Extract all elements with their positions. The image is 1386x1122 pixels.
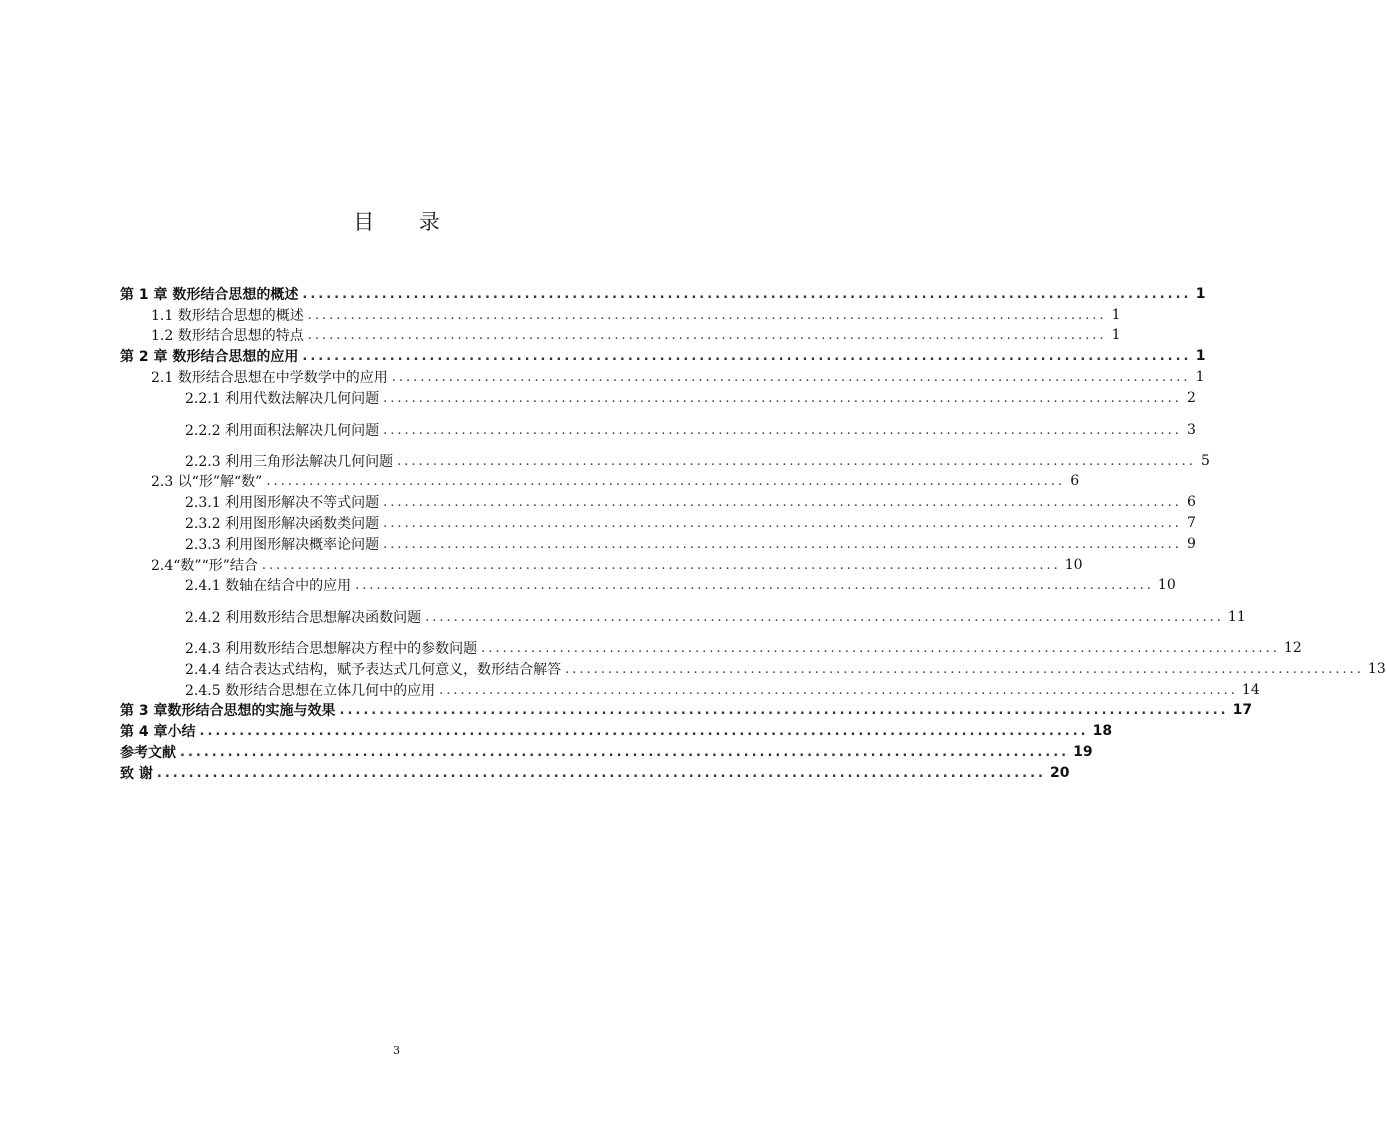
toc-entry-page: 5 xyxy=(1200,453,1210,469)
toc-entry-page: 17 xyxy=(1232,702,1253,718)
toc-entry[interactable] xyxy=(120,721,1113,741)
toc-entry[interactable] xyxy=(185,607,1246,627)
toc-entry-page: 13 xyxy=(1367,661,1386,677)
toc-leader-dots: ................................................................................................................ xyxy=(180,744,1070,760)
toc-leader-dots: ................................................................................................................ xyxy=(156,765,1046,781)
toc-entry[interactable] xyxy=(120,763,1070,783)
toc-leader-dots: ................................................................................................................ xyxy=(307,327,1107,343)
toc-entry-label: 2.4.4 结合表达式结构，赋予表达式几何意义，数形结合解答 xyxy=(185,662,562,678)
page-title: 目 录 xyxy=(353,210,459,234)
toc-entry-label: 第 3 章数形结合思想的实施与效果 xyxy=(120,703,336,719)
toc-entry[interactable] xyxy=(185,659,1386,679)
toc-entry[interactable] xyxy=(185,388,1196,408)
toc-entry[interactable] xyxy=(185,575,1176,595)
toc-entry-page: 9 xyxy=(1186,536,1196,552)
toc-entry-page: 6 xyxy=(1186,494,1196,510)
toc-leader-dots: ................................................................................................................ xyxy=(339,702,1229,718)
toc-entry-label: 2.1 数形结合思想在中学数学中的应用 xyxy=(151,370,388,386)
toc-entry-label: 2.3.3 利用图形解决概率论问题 xyxy=(185,537,380,553)
toc-entry-label: 2.4.3 利用数形结合思想解决方程中的参数问题 xyxy=(185,641,478,657)
toc-entry[interactable] xyxy=(120,284,1206,304)
toc-entry-label: 2.2.3 利用三角形法解决几何问题 xyxy=(185,454,394,470)
toc-entry-page: 1 xyxy=(1195,369,1205,385)
toc-leader-dots: ................................................................................................................ xyxy=(261,557,1061,573)
toc-entry[interactable] xyxy=(185,420,1196,440)
toc-leader-dots: ................................................................................................................ xyxy=(391,369,1191,385)
toc-entry-page: 1 xyxy=(1195,286,1206,302)
toc-leader-dots: ................................................................................................................ xyxy=(302,348,1192,364)
toc-entry-label: 1.2 数形结合思想的特点 xyxy=(151,328,304,344)
toc-entry-label: 2.2.1 利用代数法解决几何问题 xyxy=(185,391,380,407)
toc-entry[interactable] xyxy=(151,367,1205,387)
toc-entry-page: 10 xyxy=(1064,557,1083,573)
toc-leader-dots: ................................................................................................................ xyxy=(199,723,1089,739)
toc-entry[interactable] xyxy=(185,638,1302,658)
toc-entry-page: 18 xyxy=(1092,723,1113,739)
toc-entry-page: 6 xyxy=(1070,473,1080,489)
toc-entry-label: 2.3.1 利用图形解决不等式问题 xyxy=(185,495,380,511)
toc-leader-dots: ................................................................................................................ xyxy=(383,494,1182,510)
toc-entry-label: 2.4.5 数形结合思想在立体几何中的应用 xyxy=(185,683,436,699)
toc-entry-label: 致 谢 xyxy=(120,766,153,782)
toc-leader-dots: ................................................................................................................ xyxy=(383,536,1182,552)
toc-entry[interactable] xyxy=(185,680,1260,700)
toc-entry-page: 20 xyxy=(1049,765,1070,781)
toc-entry[interactable] xyxy=(151,305,1121,325)
toc-entry-label: 2.4.1 数轴在结合中的应用 xyxy=(185,578,352,594)
toc-leader-dots: ................................................................................................................ xyxy=(565,661,1364,677)
toc-entry-page: 14 xyxy=(1241,682,1260,698)
toc-entry[interactable] xyxy=(185,513,1196,533)
toc-leader-dots: ................................................................................................................ xyxy=(481,640,1280,656)
toc-entry[interactable] xyxy=(185,451,1210,471)
toc-entry-page: 19 xyxy=(1073,744,1093,760)
toc-entry[interactable] xyxy=(185,492,1196,512)
toc-entry-page: 1 xyxy=(1111,307,1121,323)
toc-entry-page: 11 xyxy=(1227,609,1246,625)
toc-leader-dots: ................................................................................................................ xyxy=(383,390,1182,406)
toc-leader-dots: ................................................................................................................ xyxy=(383,515,1182,531)
toc-entry-label: 参考文献 xyxy=(120,745,176,761)
toc-leader-dots: ................................................................................................................ xyxy=(302,286,1192,302)
toc-entry-label: 第 2 章 数形结合思想的应用 xyxy=(120,349,299,365)
toc-entry-label: 第 4 章小结 xyxy=(120,724,196,740)
toc-leader-dots: ................................................................................................................ xyxy=(425,609,1224,625)
toc-entry[interactable] xyxy=(151,325,1121,345)
toc-entry[interactable] xyxy=(120,742,1093,762)
toc-leader-dots: ................................................................................................................ xyxy=(307,307,1107,323)
toc-entry-page: 10 xyxy=(1157,577,1176,593)
toc-entry-label: 1.1 数形结合思想的概述 xyxy=(151,308,304,324)
toc-entry-page: 12 xyxy=(1283,640,1302,656)
toc-entry-label: 2.4.2 利用数形结合思想解决函数问题 xyxy=(185,610,422,626)
page-number: 3 xyxy=(393,1044,400,1057)
toc-leader-dots: ................................................................................................................ xyxy=(266,473,1066,489)
toc-entry[interactable] xyxy=(151,471,1080,491)
toc-leader-dots: ................................................................................................................ xyxy=(439,682,1238,698)
toc-entry-page: 1 xyxy=(1111,327,1121,343)
toc-leader-dots: ................................................................................................................ xyxy=(355,577,1154,593)
toc-entry-page: 3 xyxy=(1186,422,1196,438)
toc-entry-label: 2.3.2 利用图形解决函数类问题 xyxy=(185,516,380,532)
toc-entry[interactable] xyxy=(185,534,1196,554)
toc-entry-label: 2.3 以“形”解“数” xyxy=(151,474,263,490)
toc-entry-label: 2.4“数”“形”结合 xyxy=(151,558,258,574)
toc-entry-label: 第 1 章 数形结合思想的概述 xyxy=(120,287,299,303)
toc-leader-dots: ................................................................................................................ xyxy=(383,422,1182,438)
toc-entry[interactable] xyxy=(120,700,1253,720)
toc-entry[interactable] xyxy=(151,555,1083,575)
toc-entry[interactable] xyxy=(120,346,1206,366)
toc-entry-page: 1 xyxy=(1195,348,1206,364)
toc-entry-label: 2.2.2 利用面积法解决几何问题 xyxy=(185,423,380,439)
toc-entry-page: 2 xyxy=(1186,390,1196,406)
toc-leader-dots: ................................................................................................................ xyxy=(397,453,1196,469)
toc-entry-page: 7 xyxy=(1186,515,1196,531)
